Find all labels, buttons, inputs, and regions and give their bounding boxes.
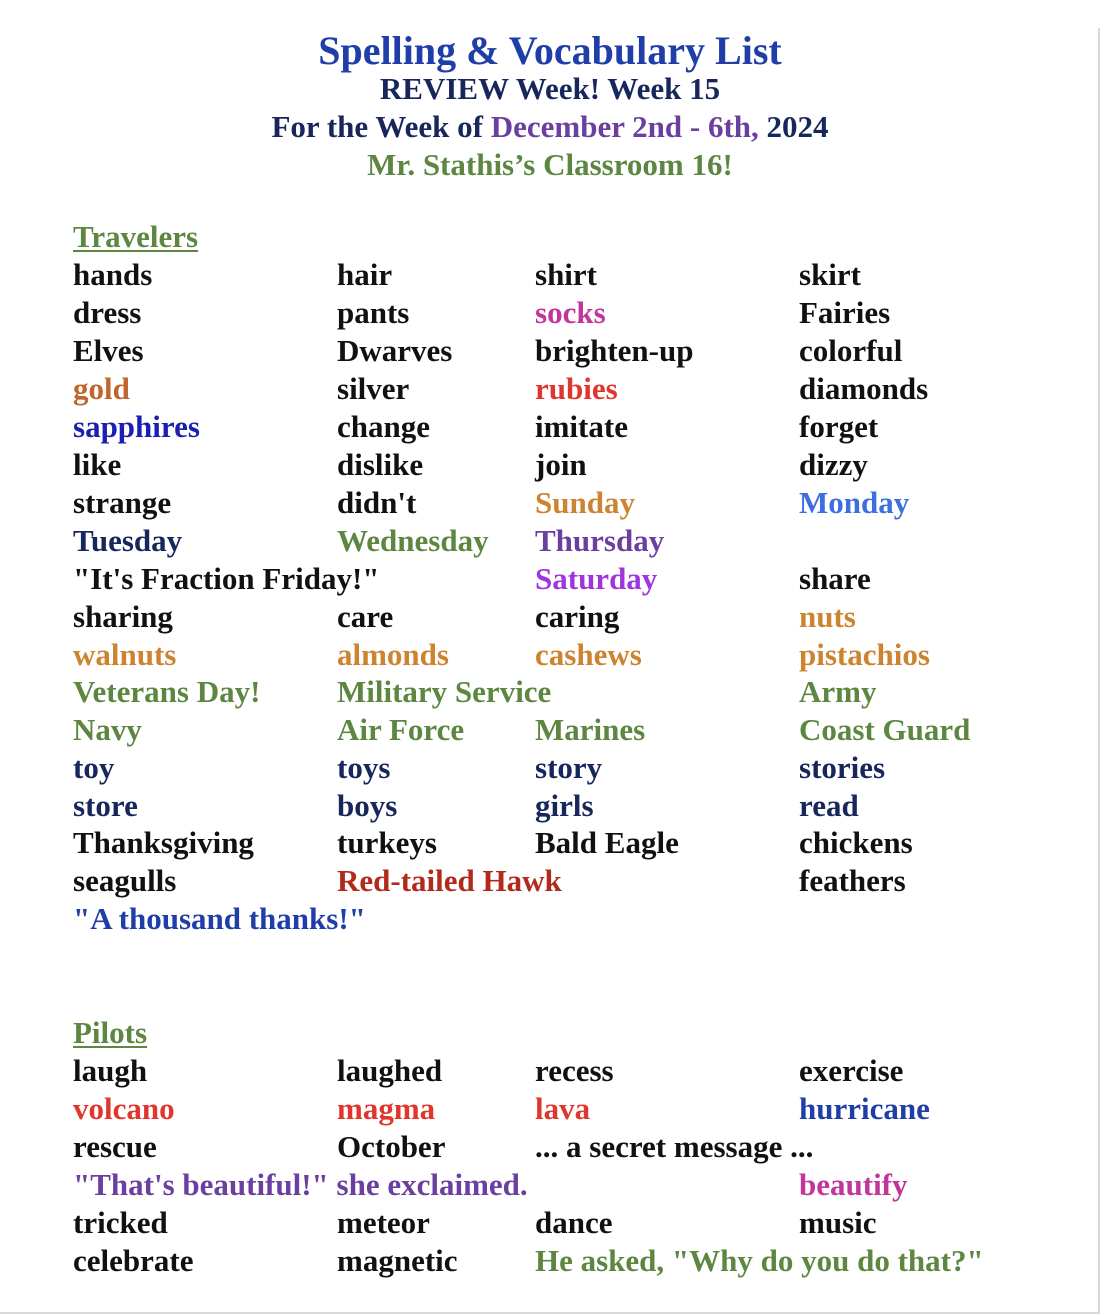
pilots-word-grid — [73, 1052, 1100, 1280]
word-row — [73, 1166, 1100, 1204]
vocab-word: Marines — [535, 712, 646, 747]
vocab-word: Military Service — [337, 674, 552, 709]
word-row — [73, 522, 1100, 560]
vocab-word: read — [799, 788, 859, 823]
word-row — [73, 446, 1100, 484]
vocab-word: cashews — [535, 637, 642, 672]
vocab-word: toy — [73, 750, 115, 785]
vocab-word: pistachios — [799, 637, 930, 672]
vocab-word: lava — [535, 1091, 591, 1126]
pilots-section — [73, 1014, 1100, 1280]
word-row — [73, 484, 1100, 522]
word-row — [73, 1052, 1100, 1090]
vocab-word: He asked, "Why do you do that?" — [535, 1243, 984, 1278]
vocab-word: Thanksgiving — [73, 825, 254, 860]
vocab-word: brighten-up — [535, 333, 694, 368]
vocab-word: magnetic — [337, 1243, 458, 1278]
vocab-word: care — [337, 599, 394, 634]
word-row — [73, 673, 1100, 711]
vocab-word: Saturday — [535, 561, 658, 596]
vocab-word: meteor — [337, 1205, 430, 1240]
word-row — [73, 824, 1100, 862]
vocab-word: tricked — [73, 1205, 168, 1240]
vocab-word: share — [799, 561, 871, 596]
vocab-word: skirt — [799, 257, 861, 292]
page-title: Spelling & Vocabulary List — [318, 28, 782, 73]
section-title-travelers: Travelers — [73, 219, 199, 254]
vocab-word: almonds — [337, 637, 449, 672]
vocab-word: Elves — [73, 333, 144, 368]
vocab-word: laughed — [337, 1053, 443, 1088]
vocab-word: rubies — [535, 371, 618, 406]
vocab-word: socks — [535, 295, 606, 330]
word-row — [73, 1090, 1100, 1128]
vocab-word: like — [73, 447, 122, 482]
word-row — [73, 711, 1100, 749]
word-row — [73, 1204, 1100, 1242]
word-row — [73, 862, 1100, 900]
word-row — [73, 636, 1100, 673]
vocab-word: Sunday — [535, 485, 635, 520]
word-row — [73, 408, 1100, 446]
vocab-word: gold — [73, 371, 130, 406]
vocab-word: Navy — [73, 712, 142, 747]
vocab-word: colorful — [799, 333, 903, 368]
word-row — [73, 900, 1100, 938]
vocab-word: celebrate — [73, 1243, 194, 1278]
vocab-word: music — [799, 1205, 877, 1240]
vocab-word: beautify — [799, 1167, 908, 1202]
section-title-pilots: Pilots — [73, 1015, 148, 1050]
vocab-word: chickens — [799, 825, 913, 860]
vocab-word: seagulls — [73, 863, 177, 898]
vocab-word: Monday — [799, 485, 910, 520]
week-dates: December 2nd - 6th, — [490, 109, 759, 144]
vocab-word: "It's Fraction Friday!" — [73, 561, 380, 596]
word-row — [73, 560, 1100, 598]
vocab-word: Bald Eagle — [535, 825, 679, 860]
vocab-word: Tuesday — [73, 523, 183, 558]
word-row — [73, 1242, 1100, 1280]
vocab-word: didn't — [337, 485, 417, 520]
vocab-word: Thursday — [535, 523, 665, 558]
vocab-word: Air Force — [337, 712, 465, 747]
vocab-word: diamonds — [799, 371, 929, 406]
vocab-word: October — [337, 1129, 446, 1164]
vocab-word: Wednesday — [337, 523, 489, 558]
vocab-word: Red-tailed Hawk — [337, 863, 562, 898]
vocab-word: turkeys — [337, 825, 437, 860]
vocab-word: shirt — [535, 257, 597, 292]
word-row — [73, 749, 1100, 787]
vocab-word: forget — [799, 409, 879, 444]
word-row — [73, 256, 1100, 294]
vocab-word: imitate — [535, 409, 628, 444]
vocab-word: caring — [535, 599, 620, 634]
word-row — [73, 787, 1100, 824]
vocab-word: silver — [337, 371, 410, 406]
travelers-section — [73, 218, 1100, 938]
vocab-word: stories — [799, 750, 886, 785]
vocab-word: magma — [337, 1091, 436, 1126]
week-year: 2024 — [758, 109, 829, 144]
vocab-word: sapphires — [73, 409, 200, 444]
vocab-word: change — [337, 409, 430, 444]
vocab-word: Coast Guard — [799, 712, 971, 747]
vocab-word: walnuts — [73, 637, 177, 672]
word-row — [73, 1128, 1100, 1166]
vocab-word: dress — [73, 295, 142, 330]
vocab-word: nuts — [799, 599, 856, 634]
word-row — [73, 598, 1100, 636]
vocab-word: hair — [337, 257, 393, 292]
week-of-prefix: For the Week of — [271, 109, 491, 144]
vocab-word: girls — [535, 788, 594, 823]
vocab-word: ... a secret message ... — [535, 1129, 814, 1164]
vocab-word: store — [73, 788, 138, 823]
vocab-word: hands — [73, 257, 153, 292]
vocab-word: dance — [535, 1205, 613, 1240]
vocab-word: story — [535, 750, 603, 785]
vocab-word: boys — [337, 788, 398, 823]
vocab-word: feathers — [799, 863, 906, 898]
vocab-word: Fairies — [799, 295, 891, 330]
vocab-word: "That's beautiful!" she exclaimed. — [73, 1167, 528, 1202]
vocab-word: volcano — [73, 1091, 175, 1126]
vocab-word: exercise — [799, 1053, 904, 1088]
vocab-word: pants — [337, 295, 410, 330]
word-row — [73, 370, 1100, 408]
vocab-word: Dwarves — [337, 333, 453, 368]
vocab-word: "A thousand thanks!" — [73, 901, 366, 936]
vocab-word: dislike — [337, 447, 424, 482]
vocab-word: strange — [73, 485, 172, 520]
vocab-word: laugh — [73, 1053, 148, 1088]
vocab-word: Veterans Day! — [73, 674, 261, 709]
review-week-subtitle: REVIEW Week! Week 15 — [379, 71, 721, 106]
vocab-word: join — [535, 447, 587, 482]
vocab-word: Army — [799, 674, 877, 709]
vocab-word: rescue — [73, 1129, 157, 1164]
vocab-word: toys — [337, 750, 391, 785]
classroom-line: Mr. Stathis’s Classroom 16! — [367, 147, 733, 182]
vocab-word: recess — [535, 1053, 614, 1088]
travelers-word-grid — [73, 256, 1100, 938]
vocab-word: dizzy — [799, 447, 868, 482]
vocab-word: hurricane — [799, 1091, 930, 1126]
word-row — [73, 294, 1100, 332]
word-row — [73, 332, 1100, 370]
vocab-word: sharing — [73, 599, 173, 634]
